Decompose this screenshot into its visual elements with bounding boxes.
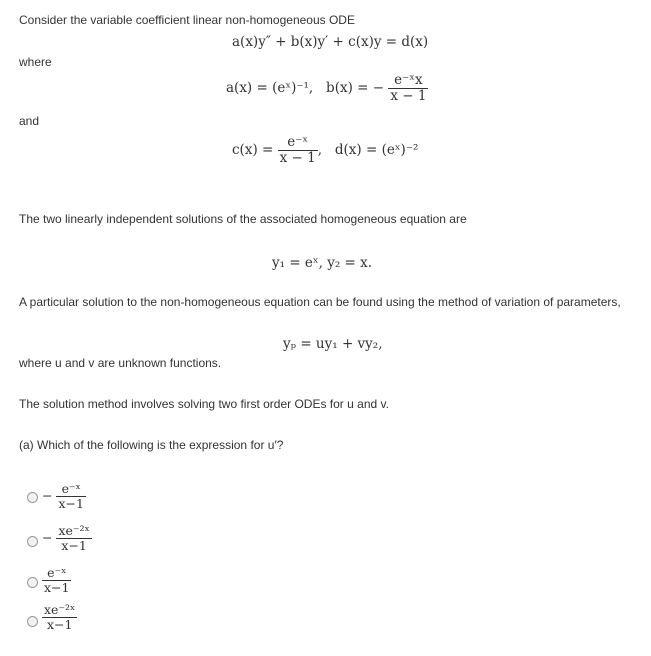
option-4[interactable] xyxy=(42,603,77,632)
coef-c-lhs: c(x) = xyxy=(232,142,274,158)
coef-b-denominator: x − 1 xyxy=(390,88,427,104)
ode-equation: a(x)y″ + b(x)y′ + c(x)y = d(x) xyxy=(232,34,429,50)
option-3-denominator: x−1 xyxy=(44,580,70,595)
question-text: (a) Which of the following is the expression for u′? xyxy=(19,438,284,452)
option-4-denominator: x−1 xyxy=(42,617,77,632)
option-1-fraction xyxy=(56,482,85,511)
option-1-denominator: x−1 xyxy=(58,496,84,511)
yp-equation: yₚ = uy₁ + vy₂, xyxy=(283,336,383,352)
unknown-functions-text: where u and v are unknown functions. xyxy=(19,356,222,370)
coef-c-fraction xyxy=(278,135,318,166)
intro-text: Consider the variable coefficient linear non-homogeneous ODE xyxy=(19,13,355,27)
solutions-equation: y₁ = eˣ, y₂ = x. xyxy=(272,255,373,271)
option-3-fraction xyxy=(42,566,71,595)
option-2-denominator: x−1 xyxy=(56,538,91,553)
option-4-numerator: xe⁻²ˣ xyxy=(44,602,76,617)
coef-a: a(x) = (eˣ)⁻¹, xyxy=(226,80,314,96)
option-2[interactable] xyxy=(42,524,92,553)
option-2-numerator: xe⁻²ˣ xyxy=(58,523,90,538)
homogeneous-text: The two linearly independent solutions of the associated homogeneous equation are xyxy=(19,212,467,226)
coef-ab-equation xyxy=(226,73,428,104)
option-3-numerator: e⁻ˣ xyxy=(47,565,67,580)
option-1-sign: − xyxy=(42,488,53,503)
coef-cd-equation xyxy=(232,135,418,166)
option-2-sign: − xyxy=(42,530,53,545)
coef-d: d(x) = (eˣ)⁻² xyxy=(334,142,419,158)
coef-b-fraction xyxy=(388,73,428,104)
coef-b-lhs: b(x) = − xyxy=(326,80,385,96)
option-4-radio[interactable] xyxy=(27,616,38,627)
coef-b-numerator: e⁻ˣx xyxy=(394,72,423,88)
particular-text: A particular solution to the non-homogeneous equation can be found using the method of variation of parameters, xyxy=(19,295,621,309)
option-4-fraction xyxy=(42,603,77,632)
option-3-radio[interactable] xyxy=(27,577,38,588)
coef-c-numerator: e⁻ˣ xyxy=(287,134,309,150)
coef-c-denominator: x − 1 xyxy=(279,150,316,166)
option-2-fraction xyxy=(56,524,91,553)
coef-c-comma: , xyxy=(317,142,323,158)
and-label: and xyxy=(19,114,40,128)
option-2-radio[interactable] xyxy=(27,536,38,547)
option-1-radio[interactable] xyxy=(27,492,38,503)
option-3[interactable] xyxy=(42,566,71,595)
where-label: where xyxy=(19,55,52,69)
method-text: The solution method involves solving two first order ODEs for u and v. xyxy=(19,397,389,411)
option-1[interactable] xyxy=(42,482,86,511)
option-1-numerator: e⁻ˣ xyxy=(61,481,81,496)
